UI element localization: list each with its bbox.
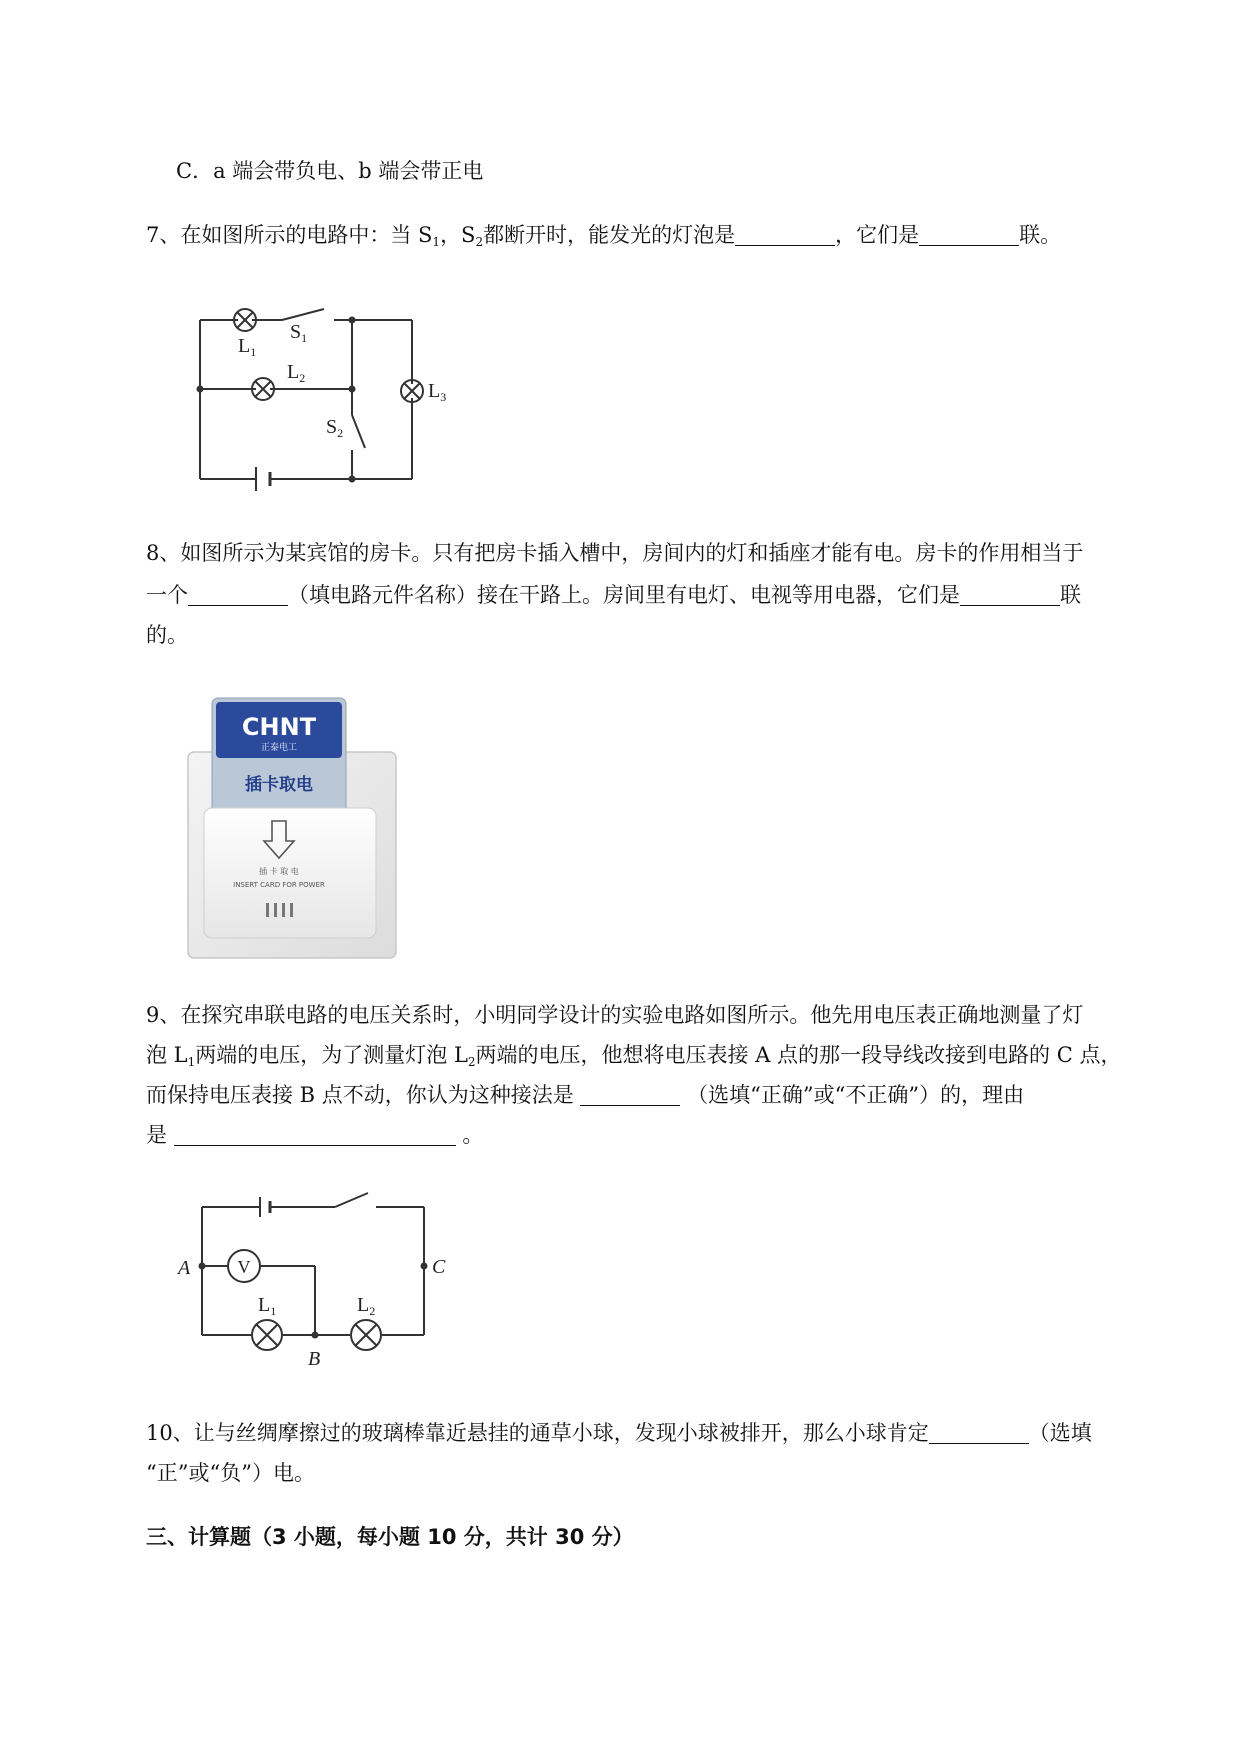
voltmeter-label: V [237,1257,251,1277]
q8-blank-2[interactable] [960,583,1060,606]
svg-text:插 卡 取 电: 插 卡 取 电 [259,867,299,876]
q7-question: 7、在如图所示的电路中：当 $S_1$，$S_2$都断开时，能发光的灯泡是 ，它们是 联。 [146,223,1062,249]
q10-line-1: 10、让与丝绸摩擦过的玻璃棒靠近悬挂的通草小球，发现小球被排开，那么小球肯定 （选填 [146,1421,1092,1445]
svg-text:L3: $L_3$ [428,380,447,404]
svg-text:B: B [308,1348,321,1370]
svg-text:S1: $S_1$ [290,321,308,345]
svg-text:INSERT CARD FOR POWER: INSERT CARD FOR POWER [233,881,325,889]
room-card-image [186,688,398,962]
q8-line-2: 一个 （填电路元件名称）接在干路上。房间里有电灯、电视等用电器，它们是 联 [146,583,1081,607]
card-brand-sub: 正泰电工 [260,743,298,753]
q9-line-3: 而保持电压表接 B 点不动，你认为这种接法是 （选填“正确”或“不正确”）的，理由 [146,1083,1025,1107]
q9-line-1: 9、在探究串联电路的电压关系时，小明同学设计的实验电路如图所示。他先用电压表正确地测量了灯 [146,1003,1084,1027]
svg-text:C: C [432,1256,446,1278]
svg-text:S2: $S_2$ [326,416,344,440]
q7-blank-2[interactable] [919,223,1019,246]
q9-blank-2[interactable] [174,1123,456,1146]
q8-blank-1[interactable] [188,583,288,606]
card-slot-label: 插卡取电 [245,775,313,795]
q7-blank-1[interactable] [735,223,835,246]
q9-line-2: 泡 $L_1$两端的电压，为了测量灯泡 $L_2$两端的电压，他想将电压表接 A 点的那一段导线改接到电路的 C 点， [146,1043,1122,1069]
q9-blank-1[interactable] [580,1083,680,1106]
section-heading: 三、计算题（3 小题，每小题 10 分，共计 30 分） [146,1525,634,1549]
q10-line-2: “正”或“负”）电。 [146,1461,315,1485]
q8-line-3: 的。 [146,623,188,647]
q9-line-4: 是 。 [146,1123,484,1147]
q9-circuit-diagram [170,1185,470,1375]
svg-text:L1: $L_1$ [238,335,257,359]
svg-text:L2: $L_2$ [287,361,306,385]
card-brand: CHNT [241,713,317,741]
q7-circuit-diagram [190,290,470,500]
svg-text:A: A [178,1257,191,1279]
q6-option-c: C．a 端会带负电、b 端会带正电 [176,159,484,183]
svg-text:L1: $L_1$ [258,1294,277,1318]
svg-text:L2: $L_2$ [357,1294,376,1318]
q7-text: 7、在如图所示的电路中：当 S [146,223,433,247]
q10-blank[interactable] [929,1421,1029,1444]
q8-line-1: 8、如图所示为某宾馆的房卡。只有把房卡插入槽中，房间内的灯和插座才能有电。房卡的作用相当于 [146,541,1084,565]
